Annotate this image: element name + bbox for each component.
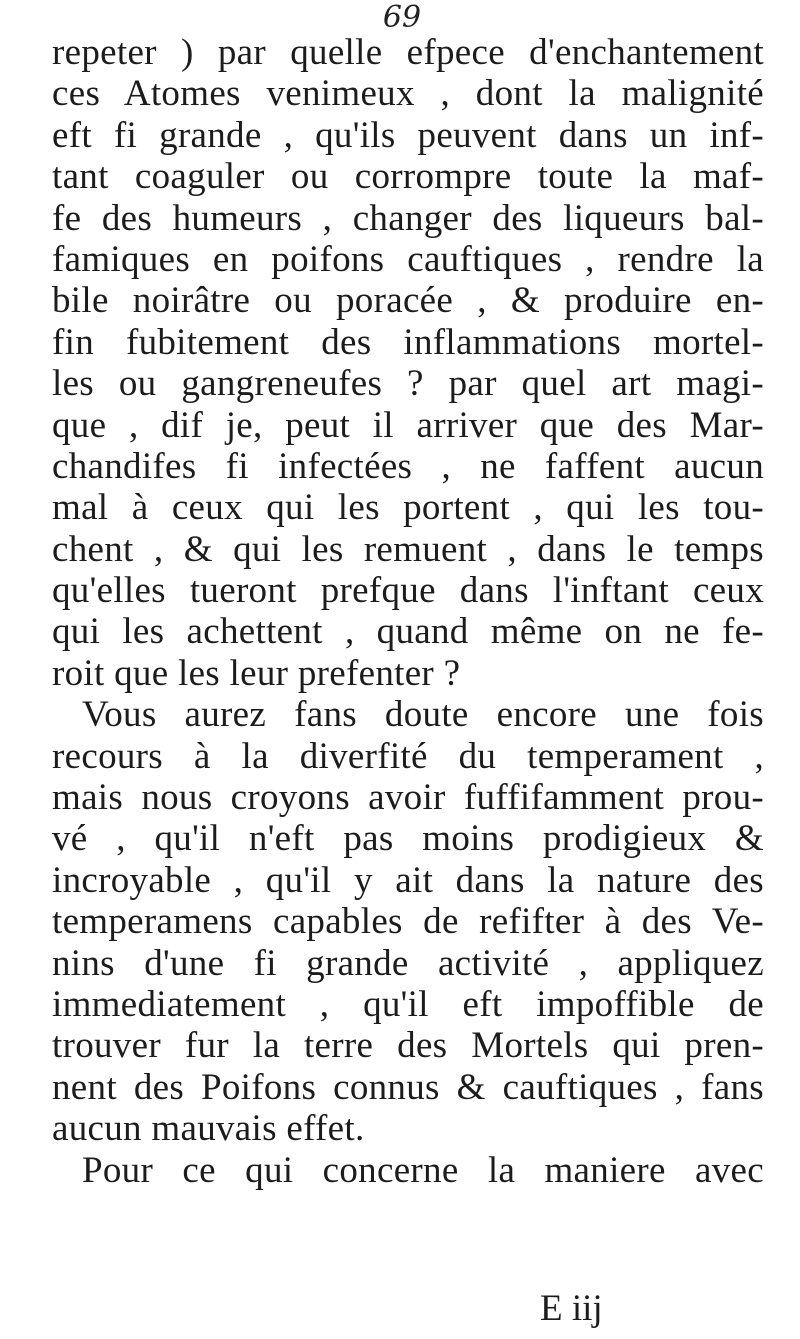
body-text (52, 32, 764, 1191)
text-line: recours à la diverfité du temperament , (52, 735, 764, 777)
text-line: famiques en poifons cauftiques , rendre la (52, 238, 764, 280)
text-line: chent , & qui les remuent , dans le temps (52, 528, 764, 570)
paragraph-start-line: Vous aurez fans doute encore une fois (82, 694, 764, 736)
text-line: vé , qu'il n'eft pas moins prodigieux & (52, 818, 764, 860)
text-line: que , dif je, peut il arriver que des Mar- (52, 404, 764, 446)
text-line: incroyable , qu'il y ait dans la nature des (52, 859, 764, 901)
text-line: aucun mauvais effet. (52, 1108, 365, 1150)
text-line: mais nous croyons avoir fuffifamment prou- (52, 777, 764, 819)
text-line: fin fubitement des inflammations mortel- (52, 321, 764, 363)
paragraph-start-line: Pour ce qui concerne la maniere avec (82, 1149, 764, 1191)
text-line: tant coaguler ou corrompre toute la maf- (52, 156, 764, 198)
text-line: nent des Poifons connus & cauftiques , fans (52, 1066, 764, 1108)
page-number: 69 (382, 0, 422, 35)
text-line: nins d'une fi grande activité , appliquez (52, 942, 764, 984)
text-line: repeter ) par quelle efpece d'enchantement (52, 32, 764, 73)
text-line: immediatement , qu'il eft impoffible de (52, 983, 764, 1025)
text-line: qu'elles tueront prefque dans l'inftant ceux (52, 570, 764, 612)
text-line: les ou gangreneufes ? par quel art magi- (52, 363, 764, 405)
text-line: mal à ceux qui les portent , qui les tou- (52, 487, 764, 529)
text-line: temperamens capables de refifter à des Ve- (52, 901, 764, 943)
text-line: eft fi grande , qu'ils peuvent dans un inf- (52, 114, 764, 156)
text-line: qui les achettent , quand même on ne fe- (52, 611, 764, 653)
text-line: roit que les leur prefenter ? (52, 652, 461, 694)
signature-mark: E iij (540, 1288, 603, 1329)
text-line: fe des humeurs , changer des liqueurs bal- (52, 197, 764, 239)
text-line: ces Atomes venimeux , dont la malignité (52, 73, 764, 115)
text-line: trouver fur la terre des Mortels qui pren- (52, 1025, 764, 1067)
text-line: bile noirâtre ou poracée , & produire en- (52, 280, 764, 322)
text-line: chandifes fi infectées , ne faffent aucun (52, 445, 764, 487)
